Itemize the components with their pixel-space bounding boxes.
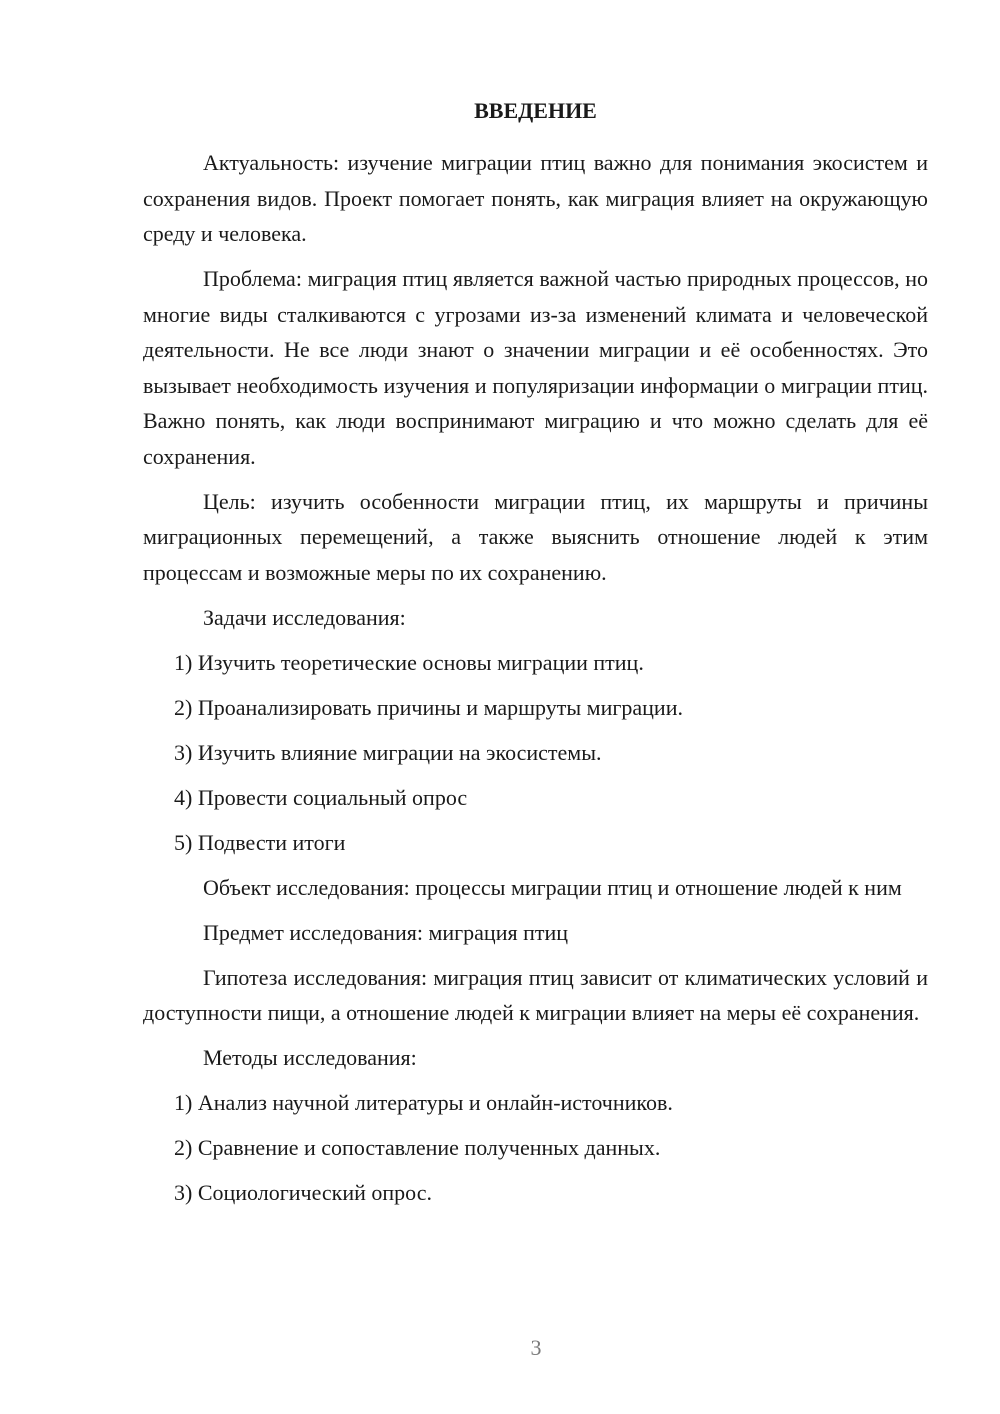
list-item-method-3: 3) Социологический опрос.	[174, 1180, 432, 1205]
subject-paragraph: Предмет исследования: миграция птиц	[203, 919, 569, 945]
list-item-task-5: 5) Подвести итоги	[174, 829, 346, 855]
page-content	[143, 97, 928, 1220]
list-item-task-2: 2) Проанализировать причины и маршруты миграции.	[174, 694, 683, 720]
section-heading: ВВЕДЕНИЕ	[474, 98, 597, 123]
methods-list	[143, 1085, 928, 1211]
list-item-task-4: 4) Провести социальный опрос	[174, 784, 468, 810]
goal-paragraph: Цель: изучить особенности миграции птиц, их маршруты и причины миграционных перемещений, а также выяснить отношение людей к этим процессам и возможные меры по их сохранению.	[143, 488, 928, 585]
tasks-list	[143, 645, 928, 861]
page-number: 3	[530, 1335, 542, 1360]
methods-title: Методы исследования:	[203, 1045, 417, 1070]
list-item-task-1: 1) Изучить теоретические основы миграции птиц.	[174, 649, 644, 675]
list-item-method-2: 2) Сравнение и сопоставление полученных данных.	[174, 1135, 661, 1160]
problem-paragraph: Проблема: миграция птиц является важной частью природных процессов, но многие виды сталкиваются с угрозами из-за изменений климата и человеческой деятельности. Не все люди знают о значении миграции и её особенностях. Это вызывает необходимость изучения и популяризации информации о миграции птиц. Важно понять, как люди воспринимают миграцию и что можно сделать для её сохранения.	[143, 266, 928, 469]
hypothesis-paragraph: Гипотеза исследования: миграция птиц зависит от климатических условий и доступности пищи, а отношение людей к миграции влияет на меры её сохранения.	[143, 964, 928, 1025]
list-item-method-1: 1) Анализ научной литературы и онлайн-источников.	[174, 1090, 673, 1115]
object-paragraph: Объект исследования: процессы миграции птиц и отношение людей к ним	[203, 874, 902, 900]
tasks-title: Задачи исследования:	[203, 604, 406, 630]
list-item-task-3: 3) Изучить влияние миграции на экосистемы.	[174, 739, 602, 765]
relevance-paragraph: Актуальность: изучение миграции птиц важно для понимания экосистем и сохранения видов. Проект помогает понять, как миграция влияет на окружающую среду и человека.	[143, 150, 928, 246]
